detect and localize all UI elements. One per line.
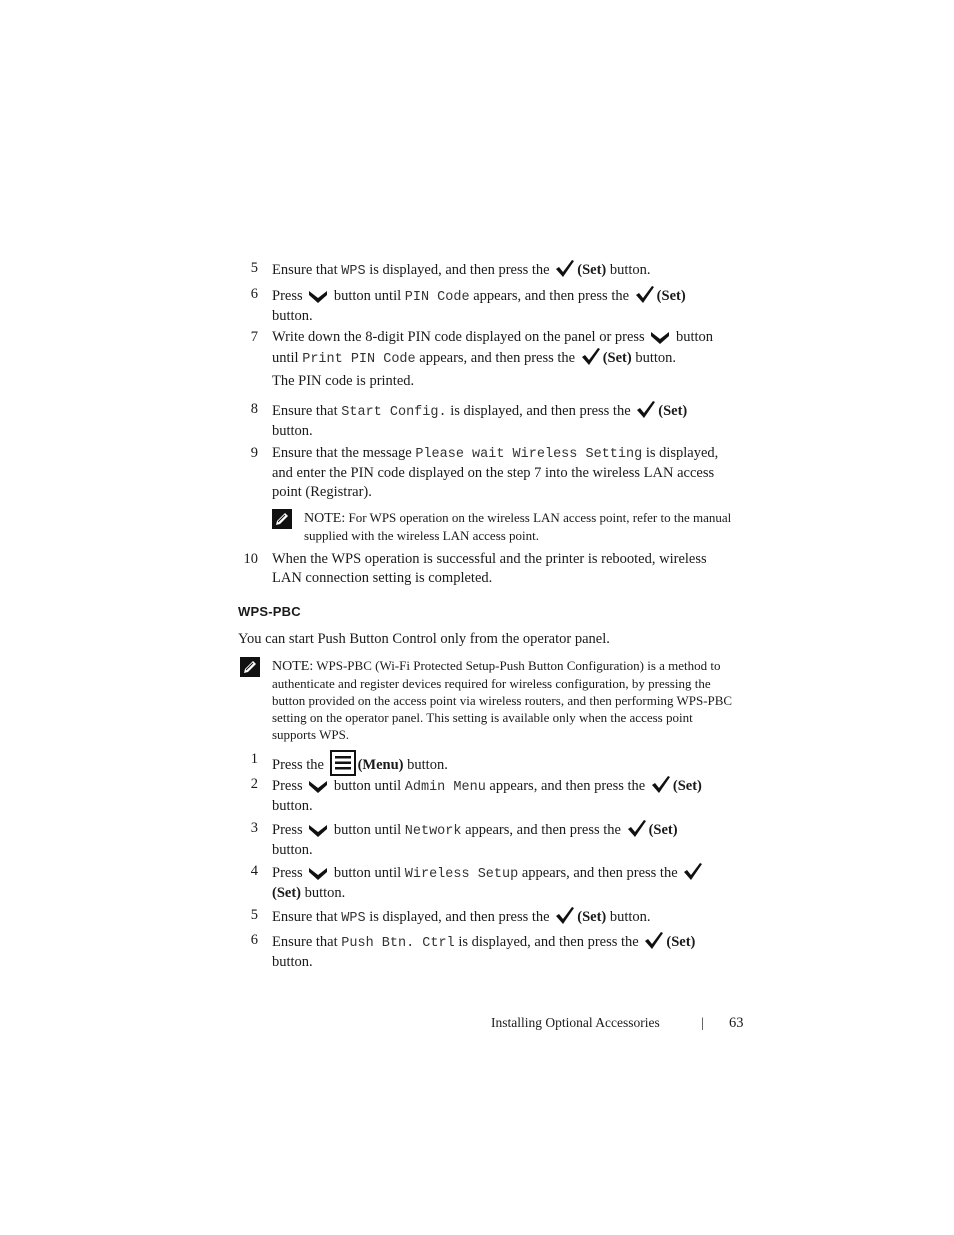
- pbc-step-3: 3 Press button until Network appears, and then press the (Set) button.: [238, 819, 738, 860]
- panel-text: WPS: [341, 264, 366, 279]
- step-number: 8: [250, 401, 258, 417]
- step-7: 7 Write down the 8-digit PIN code displayed on the panel or press button until Print PIN Code appears, and then press the (Set) button.: [238, 328, 738, 369]
- step-number: 10: [243, 551, 258, 567]
- panel-text: Wireless Setup: [404, 867, 519, 882]
- note-pencil-icon: [240, 657, 260, 681]
- step-number: 9: [250, 445, 258, 461]
- step-number: 6: [250, 932, 258, 948]
- menu-icon: [330, 750, 356, 776]
- panel-text: Push Btn. Ctrl: [341, 936, 455, 951]
- section-heading: WPS-PBC: [238, 604, 301, 619]
- step-10: 10 When the WPS operation is successful and the printer is rebooted, wireless LAN connection setting is completed.: [238, 550, 738, 588]
- check-icon: [644, 931, 664, 950]
- step-number: 1: [250, 751, 258, 767]
- check-icon: [651, 775, 671, 794]
- pbc-step-5: 5 Ensure that WPS is displayed, and then press the (Set) button.: [238, 906, 738, 928]
- pbc-step-2: 2 Press button until Admin Menu appears, and then press the (Set) button.: [238, 775, 738, 816]
- check-icon: [635, 285, 655, 304]
- check-icon: [627, 819, 647, 838]
- note-wps: NOTE: For WPS operation on the wireless LAN access point, refer to the manual supplied with the wireless LAN access point.: [272, 509, 732, 544]
- down-arrow-icon: [308, 778, 328, 794]
- note-pencil-icon: [272, 509, 292, 533]
- check-icon: [581, 347, 601, 366]
- check-icon: [636, 400, 656, 419]
- down-arrow-icon: [308, 288, 328, 304]
- pbc-step-6: 6 Ensure that Push Btn. Ctrl is displayed, and then press the (Set) button.: [238, 931, 738, 972]
- down-arrow-icon: [308, 822, 328, 838]
- step-6: 6 Press button until PIN Code appears, and then press the (Set) button.: [238, 285, 738, 326]
- panel-text: WPS: [341, 911, 366, 926]
- pbc-step-1: 1 Press the (Menu) button.: [238, 750, 738, 776]
- step-number: 3: [250, 820, 258, 836]
- page-number: 63: [729, 1015, 744, 1031]
- panel-text: PIN Code: [404, 290, 470, 305]
- down-arrow-icon: [650, 329, 670, 345]
- panel-text: Network: [404, 824, 462, 839]
- footer-chapter-title: Installing Optional Accessories: [491, 1015, 660, 1030]
- intro-text: You can start Push Button Control only from the operator panel.: [238, 631, 610, 647]
- note-wps-pbc: NOTE: WPS-PBC (Wi-Fi Protected Setup-Push Button Configuration) is a method to authenticate and register devices required for wireless configuration, by pressing the button provided on the access point via wireless routers, and then performing WPS-PBC setting on the operator panel. This setting is available only when the access point supports WPS.: [240, 657, 740, 743]
- step-number: 4: [250, 863, 258, 879]
- panel-text: Admin Menu: [404, 780, 486, 795]
- step-number: 6: [250, 286, 258, 302]
- step-number: 5: [250, 260, 258, 276]
- step-number: 7: [250, 329, 258, 345]
- check-icon: [555, 906, 575, 925]
- panel-text: Start Config.: [341, 405, 447, 420]
- step-number: 2: [250, 776, 258, 792]
- step-5: 5 Ensure that WPS is displayed, and then press the (Set) button.: [238, 259, 738, 281]
- panel-text: Please wait Wireless Setting: [415, 447, 643, 462]
- step-8: 8 Ensure that Start Config. is displayed, and then press the (Set) button.: [238, 400, 738, 441]
- check-icon: [683, 862, 703, 881]
- step-9: 9 Ensure that the message Please wait Wireless Setting is displayed, and enter the PIN code displayed on the step 7 into the wireless LAN access point (Registrar).: [238, 444, 738, 502]
- footer-separator: |: [701, 1015, 704, 1030]
- panel-text: Print PIN Code: [302, 352, 416, 367]
- pbc-step-4: 4 Press button until Wireless Setup appears, and then press the (Set) button.: [238, 862, 738, 903]
- pin-printed-text: The PIN code is printed.: [272, 373, 415, 389]
- down-arrow-icon: [308, 865, 328, 881]
- check-icon: [555, 259, 575, 278]
- step-number: 5: [250, 907, 258, 923]
